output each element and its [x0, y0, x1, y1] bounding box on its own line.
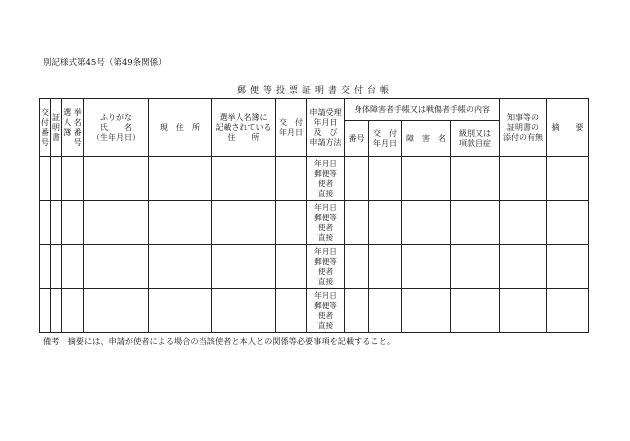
table-row: [40, 157, 589, 201]
cell-registered-address[interactable]: [212, 245, 276, 289]
cell-certificate-no[interactable]: [51, 201, 62, 245]
header-handbook-group: 身体障害者手帳又は戦傷者手帳の内容: [345, 99, 500, 121]
cell-registered-address[interactable]: [212, 201, 276, 245]
cell-issue-no[interactable]: [40, 245, 51, 289]
cell-issue-no[interactable]: [40, 201, 51, 245]
cell-grade[interactable]: [451, 245, 500, 289]
header-issue-date: 交 付 年月日: [276, 99, 307, 157]
cell-handbook-issue-date[interactable]: [369, 289, 402, 333]
header-handbook-issue-date: 交 付 年月日: [369, 121, 402, 157]
document-title: 郵便等投票証明書交付台帳: [236, 86, 393, 96]
table-row: [40, 201, 589, 245]
cell-governor-certificate[interactable]: [500, 289, 547, 333]
cell-disability-name[interactable]: [402, 289, 451, 333]
cell-register-no[interactable]: [62, 201, 84, 245]
cell-governor-certificate[interactable]: [500, 157, 547, 201]
cell-request-method: 年月日 郵便等 使者 直接: [307, 289, 345, 333]
cell-address[interactable]: [149, 245, 212, 289]
cell-handbook-issue-date[interactable]: [369, 201, 402, 245]
cell-name[interactable]: [84, 289, 149, 333]
cell-remarks[interactable]: [547, 289, 589, 333]
header-address: 現 住 所: [149, 99, 212, 157]
cell-governor-certificate[interactable]: [500, 245, 547, 289]
cell-registered-address[interactable]: [212, 157, 276, 201]
cell-register-no[interactable]: [62, 157, 84, 201]
header-governor-certificate: 知事等の 証明書の 添付の有無: [500, 99, 547, 157]
cell-remarks[interactable]: [547, 157, 589, 201]
cell-issue-no[interactable]: [40, 157, 51, 201]
cell-handbook-number[interactable]: [345, 245, 369, 289]
cell-issue-date[interactable]: [276, 157, 307, 201]
header-name: ふりがな 氏 名 （生年月日）: [84, 99, 149, 157]
cell-address[interactable]: [149, 289, 212, 333]
cell-name[interactable]: [84, 201, 149, 245]
cell-grade[interactable]: [451, 201, 500, 245]
cell-address[interactable]: [149, 157, 212, 201]
cell-disability-name[interactable]: [402, 201, 451, 245]
cell-governor-certificate[interactable]: [500, 201, 547, 245]
cell-handbook-issue-date[interactable]: [369, 157, 402, 201]
ledger-table: [39, 98, 589, 333]
cell-disability-name[interactable]: [402, 157, 451, 201]
cell-grade[interactable]: [451, 289, 500, 333]
cell-handbook-number[interactable]: [345, 201, 369, 245]
cell-disability-name[interactable]: [402, 245, 451, 289]
table-row: [40, 245, 589, 289]
cell-handbook-number[interactable]: [345, 289, 369, 333]
cell-request-method: 年月日 郵便等 使者 直接: [307, 201, 345, 245]
cell-issue-no[interactable]: [40, 289, 51, 333]
header-grade: 級別又は 項款目症: [451, 121, 500, 157]
cell-certificate-no[interactable]: [51, 245, 62, 289]
cell-request-method: 年月日 郵便等 使者 直接: [307, 157, 345, 201]
header-request-info: 申請受理 年月日 及 び 申請方法: [307, 99, 345, 157]
cell-certificate-no[interactable]: [51, 157, 62, 201]
header-registered-address: 選挙人名簿に 記載されている 住 所: [212, 99, 276, 157]
cell-handbook-number[interactable]: [345, 157, 369, 201]
header-handbook-number: 番号: [345, 121, 369, 157]
cell-request-method: 年月日 郵便等 使者 直接: [307, 245, 345, 289]
cell-certificate-no[interactable]: [51, 289, 62, 333]
header-disability-name: 障 害 名: [402, 121, 451, 157]
cell-name[interactable]: [84, 157, 149, 201]
cell-issue-date[interactable]: [276, 245, 307, 289]
table-row: [40, 289, 589, 333]
cell-register-no[interactable]: [62, 245, 84, 289]
cell-name[interactable]: [84, 245, 149, 289]
remarks-note: 備考 摘要には、申請が使者による場合の当該使者と本人との関係等必要事項を記載すること。: [43, 336, 396, 346]
header-issue-no: 交 付 番 号: [40, 99, 51, 157]
cell-issue-date[interactable]: [276, 289, 307, 333]
cell-grade[interactable]: [451, 157, 500, 201]
cell-address[interactable]: [149, 201, 212, 245]
cell-remarks[interactable]: [547, 201, 589, 245]
cell-issue-date[interactable]: [276, 201, 307, 245]
cell-register-no[interactable]: [62, 289, 84, 333]
cell-remarks[interactable]: [547, 245, 589, 289]
form-number-label: 別記様式第45号（第49条関係）: [43, 58, 167, 68]
header-register-no: 選 挙 人 名 簿 番 号: [62, 99, 84, 157]
cell-handbook-issue-date[interactable]: [369, 245, 402, 289]
header-certificate-no: 証 明 書: [51, 99, 62, 157]
header-remarks: 摘 要: [547, 99, 589, 157]
cell-registered-address[interactable]: [212, 289, 276, 333]
